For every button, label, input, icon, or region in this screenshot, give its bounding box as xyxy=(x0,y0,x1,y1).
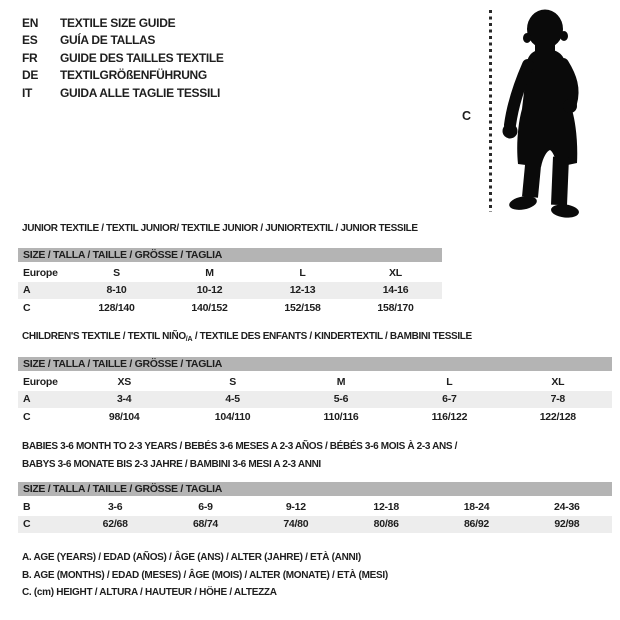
row-label: C xyxy=(23,518,31,531)
size-value: 5-6 xyxy=(333,393,349,406)
size-value: 86/92 xyxy=(463,518,489,531)
height-marker-label: C xyxy=(462,109,472,123)
row-label: C xyxy=(23,410,31,423)
babies-table-title xyxy=(22,438,457,473)
size-value: 74/80 xyxy=(283,518,309,531)
babies-title-line1: BABIES 3-6 MONTH TO 2-3 YEARS / BEBÉS 3-6 MESES A 2-3 AÑOS / BÉBÉS 3-6 MOIS À 2-3 ANS / xyxy=(22,441,458,452)
language-row-es xyxy=(22,32,224,50)
size-value: M xyxy=(205,266,214,279)
language-label: GUIDE DES TAILLES TEXTILE xyxy=(60,50,224,65)
language-code: FR xyxy=(22,50,38,65)
language-code: IT xyxy=(22,85,33,100)
language-label: GUÍA DE TALLAS xyxy=(60,33,156,48)
size-value: 98/104 xyxy=(108,410,140,423)
size-value: XL xyxy=(551,375,565,388)
children-row-europe xyxy=(18,373,612,391)
size-value: S xyxy=(229,375,236,388)
junior-table-title: JUNIOR TEXTILE / TEXTIL JUNIOR/ TEXTILE JUNIOR / JUNIORTEXTIL / JUNIOR TESSILE xyxy=(22,223,418,234)
size-value: 152/158 xyxy=(284,301,321,314)
children-row-height xyxy=(18,408,612,426)
children-table-title xyxy=(22,328,472,349)
size-value: S xyxy=(113,266,120,279)
babies-title-line2: BABYS 3-6 MONATE BIS 2-3 JAHRE / BAMBINI 3-6 MESI A 2-3 ANNI xyxy=(22,458,321,470)
language-label: GUIDA ALLE TAGLIE TESSILI xyxy=(60,85,221,100)
babies-size-header-bar: SIZE / TALLA / TAILLE / GRÖSSE / TAGLIA xyxy=(18,482,612,496)
size-value: 8-10 xyxy=(106,284,127,297)
junior-row-europe xyxy=(18,264,442,282)
language-row-it xyxy=(22,84,224,102)
language-code: DE xyxy=(22,68,39,83)
legend-line-c: C. (cm) HEIGHT / ALTURA / HAUTEUR / HÖHE / ALTEZZA xyxy=(22,587,277,598)
language-code: EN xyxy=(22,15,39,30)
size-value: 128/140 xyxy=(98,301,135,314)
size-value: 3-6 xyxy=(107,500,123,513)
size-value: 12-18 xyxy=(373,500,399,513)
size-value: 140/152 xyxy=(191,301,228,314)
row-label: A xyxy=(23,393,31,406)
row-label: Europe xyxy=(23,375,58,388)
children-size-table xyxy=(18,357,612,426)
size-value: 158/170 xyxy=(377,301,414,314)
children-title-text: CHILDREN'S TEXTILE / TEXTIL NIÑO xyxy=(22,331,186,342)
language-label: TEXTILGRÖßENFÜHRUNG xyxy=(60,68,207,83)
junior-size-header-bar: SIZE / TALLA / TAILLE / GRÖSSE / TAGLIA xyxy=(18,248,442,262)
legend-line-a: A. AGE (YEARS) / EDAD (AÑOS) / ÂGE (ANS) / ALTER (JAHRE) / ETÀ (ANNI) xyxy=(22,552,361,563)
children-title-text: / TEXTILE DES ENFANTS / KINDERTEXTIL / BAMBINI TESSILE xyxy=(192,331,472,342)
language-list xyxy=(22,14,224,102)
size-value: 68/74 xyxy=(192,518,218,531)
size-value: 104/110 xyxy=(214,410,251,423)
babies-row-height xyxy=(18,516,612,534)
language-code: ES xyxy=(22,33,38,48)
row-label: Europe xyxy=(23,266,58,279)
junior-size-table xyxy=(18,248,442,317)
height-dotted-line xyxy=(489,10,492,212)
legend-notes xyxy=(22,549,388,602)
size-value: 14-16 xyxy=(382,284,409,297)
size-value: 10-12 xyxy=(196,284,223,297)
language-row-en xyxy=(22,14,224,32)
size-value: M xyxy=(336,375,346,388)
size-value: 6-7 xyxy=(442,393,457,406)
size-value: 4-5 xyxy=(225,393,240,406)
size-value: 9-12 xyxy=(285,500,306,513)
size-value: 116/122 xyxy=(431,410,468,423)
babies-row-months xyxy=(18,498,612,516)
size-value: 12-13 xyxy=(289,284,316,297)
babies-size-table xyxy=(18,482,612,533)
size-value: 3-4 xyxy=(116,393,132,406)
toddler-silhouette-icon xyxy=(497,5,597,218)
row-label: A xyxy=(23,284,31,297)
children-title-subscript: /A xyxy=(185,336,193,343)
language-row-de xyxy=(22,67,224,85)
junior-row-age xyxy=(18,282,442,300)
size-value: 122/128 xyxy=(539,410,576,423)
size-value: 92/98 xyxy=(554,518,580,531)
junior-row-height xyxy=(18,299,442,317)
size-value: 62/68 xyxy=(102,518,128,531)
size-value: L xyxy=(446,375,453,388)
size-value: 24-36 xyxy=(554,500,580,513)
size-value: 18-24 xyxy=(463,500,490,513)
children-row-age xyxy=(18,391,612,409)
row-label: B xyxy=(23,500,31,513)
size-value: L xyxy=(299,266,306,279)
size-value: XL xyxy=(389,266,402,279)
size-value: 6-9 xyxy=(198,500,213,513)
size-value: 110/116 xyxy=(323,410,359,423)
legend-line-b: B. AGE (MONTHS) / EDAD (MESES) / ÂGE (MOIS) / ALTER (MONATE) / ETÀ (MESI) xyxy=(22,569,388,581)
children-size-header-bar: SIZE / TALLA / TAILLE / GRÖSSE / TAGLIA xyxy=(18,357,612,371)
language-row-fr xyxy=(22,49,224,67)
language-label: TEXTILE SIZE GUIDE xyxy=(60,15,176,30)
size-value: 80/86 xyxy=(373,518,399,531)
size-value: 7-8 xyxy=(550,393,566,406)
row-label: C xyxy=(23,301,31,314)
size-value: XS xyxy=(117,375,131,388)
